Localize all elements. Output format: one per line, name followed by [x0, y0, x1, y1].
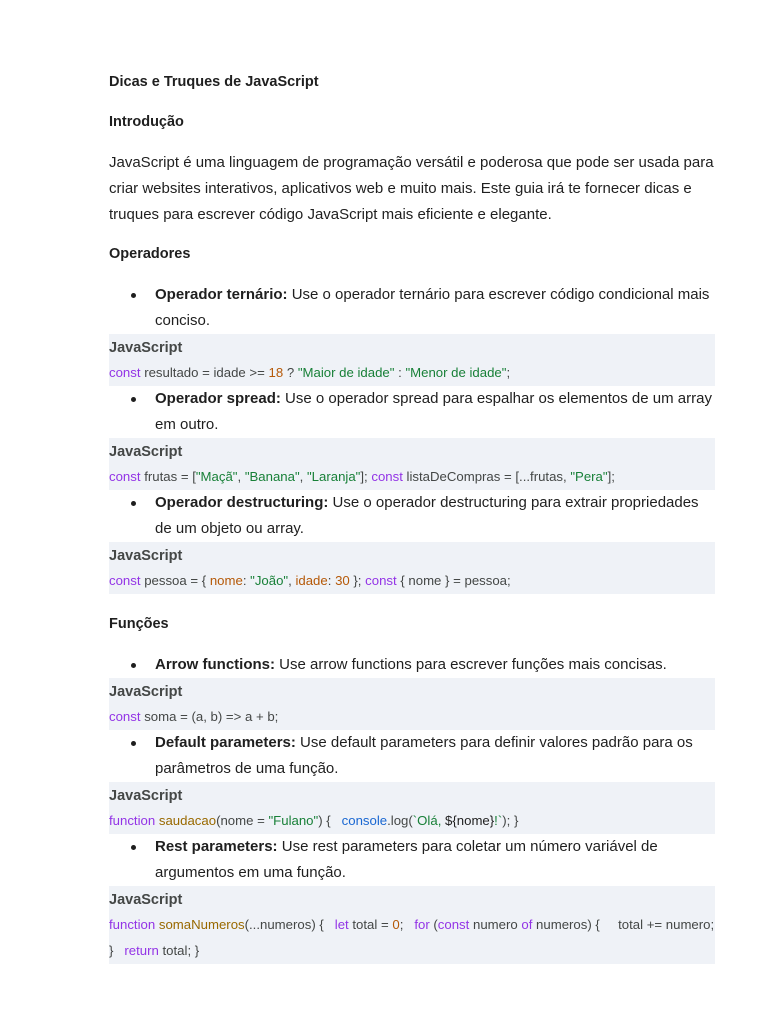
list-item-term: Operador ternário: — [155, 286, 288, 303]
code-block — [109, 542, 715, 594]
list-item-description: Use default parameters para definir valores padrão para os parâmetros de uma função. — [155, 734, 693, 777]
code-token: : — [394, 365, 406, 380]
list-item — [109, 652, 715, 678]
code-token: idade — [295, 573, 328, 588]
list-item — [109, 490, 715, 542]
code-token: const — [109, 709, 141, 724]
code-token: "Menor de idade" — [405, 365, 507, 380]
code-token: const — [437, 917, 470, 932]
code-line — [109, 464, 715, 490]
code-token: console — [341, 813, 388, 828]
list-item — [109, 386, 715, 438]
code-token: function — [109, 813, 156, 828]
code-line — [109, 360, 715, 386]
list-item-description: Use o operador destructuring para extrair propriedades de um objeto ou array. — [155, 494, 699, 537]
code-token: const — [109, 573, 141, 588]
code-block — [109, 334, 715, 386]
intro-paragraph: JavaScript é uma linguagem de programação versátil e poderosa que pode ser usada para criar websites interativos, aplicativos web e muito mais. Este guia irá te fornecer dicas e truques para escrever código JavaScript mais eficiente e elegante. — [109, 154, 714, 223]
code-token: const — [365, 573, 397, 588]
document-title: Dicas e Truques de JavaScript — [109, 74, 319, 90]
code-token: ${nome} — [445, 813, 495, 828]
code-token: ; — [399, 917, 415, 932]
code-line — [109, 568, 715, 594]
code-token: }; — [349, 573, 366, 588]
bullet-dot-icon — [131, 397, 136, 402]
code-token: frutas = [ — [140, 469, 196, 484]
list-item-description: Use arrow functions para escrever funções mais concisas. — [275, 656, 667, 673]
code-token: ); } — [502, 813, 519, 828]
code-token: listaDeCompras = [...frutas, — [402, 469, 571, 484]
code-block — [109, 438, 715, 490]
code-token: . — [387, 813, 391, 828]
code-token: return — [124, 943, 159, 958]
code-token: "João" — [250, 573, 289, 588]
code-token: , — [237, 469, 245, 484]
code-token: soma = (a, b) => a + b; — [140, 709, 279, 724]
code-token: 0 — [392, 917, 400, 932]
code-token: numeros) { total += numero; } — [109, 917, 726, 958]
intro-heading: Introdução — [109, 114, 184, 130]
code-token: function — [109, 917, 156, 932]
code-token: of — [521, 917, 533, 932]
code-block — [109, 886, 726, 964]
list-item — [109, 730, 715, 782]
section-heading: Operadores — [109, 246, 191, 262]
code-token: (nome = — [216, 813, 269, 828]
list-item-term: Operador spread: — [155, 390, 281, 407]
code-token: const — [109, 365, 141, 380]
sections-container — [109, 242, 726, 964]
code-line — [109, 912, 726, 964]
code-token: { nome } = pessoa; — [396, 573, 511, 588]
code-token: ? — [283, 365, 298, 380]
code-token: ( — [429, 917, 438, 932]
code-token: "Pera" — [570, 469, 608, 484]
list-item-term: Operador destructuring: — [155, 494, 329, 511]
code-language-label: JavaScript — [109, 788, 183, 804]
code-token: "Fulano" — [268, 813, 319, 828]
code-token: numero — [469, 917, 522, 932]
code-token: 18 — [268, 365, 284, 380]
code-language-label: JavaScript — [109, 548, 183, 564]
code-language-label: JavaScript — [109, 444, 183, 460]
code-token: total = — [348, 917, 393, 932]
list-item-term: Default parameters: — [155, 734, 296, 751]
code-line — [109, 808, 715, 834]
list-item-description: Use o operador spread para espalhar os elementos de um array em outro. — [155, 390, 712, 433]
list-item-term: Arrow functions: — [155, 656, 275, 673]
code-token: resultado = idade >= — [140, 365, 269, 380]
code-token: const — [109, 469, 141, 484]
code-token: ; — [506, 365, 511, 380]
code-token: total; } — [158, 943, 200, 958]
code-token: for — [414, 917, 430, 932]
list-item-term: Rest parameters: — [155, 838, 278, 855]
list-item-description: Use rest parameters para coletar um número variável de argumentos em uma função. — [155, 838, 658, 881]
bullet-dot-icon — [131, 845, 136, 850]
list-item — [109, 834, 715, 886]
list-item-description: Use o operador ternário para escrever código condicional mais conciso. — [155, 286, 710, 329]
code-token: 30 — [335, 573, 350, 588]
code-token: `Olá, — [412, 813, 446, 828]
code-token: "Maçã" — [195, 469, 238, 484]
code-language-label: JavaScript — [109, 684, 183, 700]
code-token: ]; — [360, 469, 372, 484]
code-token: "Banana" — [244, 469, 300, 484]
code-token: saudacao — [158, 813, 217, 828]
list-item — [109, 282, 715, 334]
bullet-dot-icon — [131, 293, 136, 298]
document-content — [109, 70, 726, 964]
code-token: log( — [390, 813, 413, 828]
code-token: somaNumeros — [158, 917, 245, 932]
code-language-label: JavaScript — [109, 340, 183, 356]
code-token: "Maior de idade" — [297, 365, 395, 380]
code-token: "Laranja" — [307, 469, 361, 484]
section-heading: Funções — [109, 616, 169, 632]
bullet-dot-icon — [131, 741, 136, 746]
code-token: ) { — [318, 813, 342, 828]
code-token: ]; — [607, 469, 615, 484]
code-token: (...numeros) { — [244, 917, 335, 932]
code-token: !` — [494, 813, 503, 828]
code-block — [109, 678, 715, 730]
code-line — [109, 704, 715, 730]
bullet-dot-icon — [131, 501, 136, 506]
code-token: let — [334, 917, 349, 932]
bullet-dot-icon — [131, 663, 136, 668]
code-block — [109, 782, 715, 834]
code-token: : — [327, 573, 336, 588]
code-token: const — [371, 469, 403, 484]
code-token: , — [299, 469, 307, 484]
code-token: : — [242, 573, 251, 588]
code-token: nome — [209, 573, 243, 588]
code-language-label: JavaScript — [109, 892, 183, 908]
code-token: pessoa = { — [140, 573, 210, 588]
code-token: , — [288, 573, 296, 588]
